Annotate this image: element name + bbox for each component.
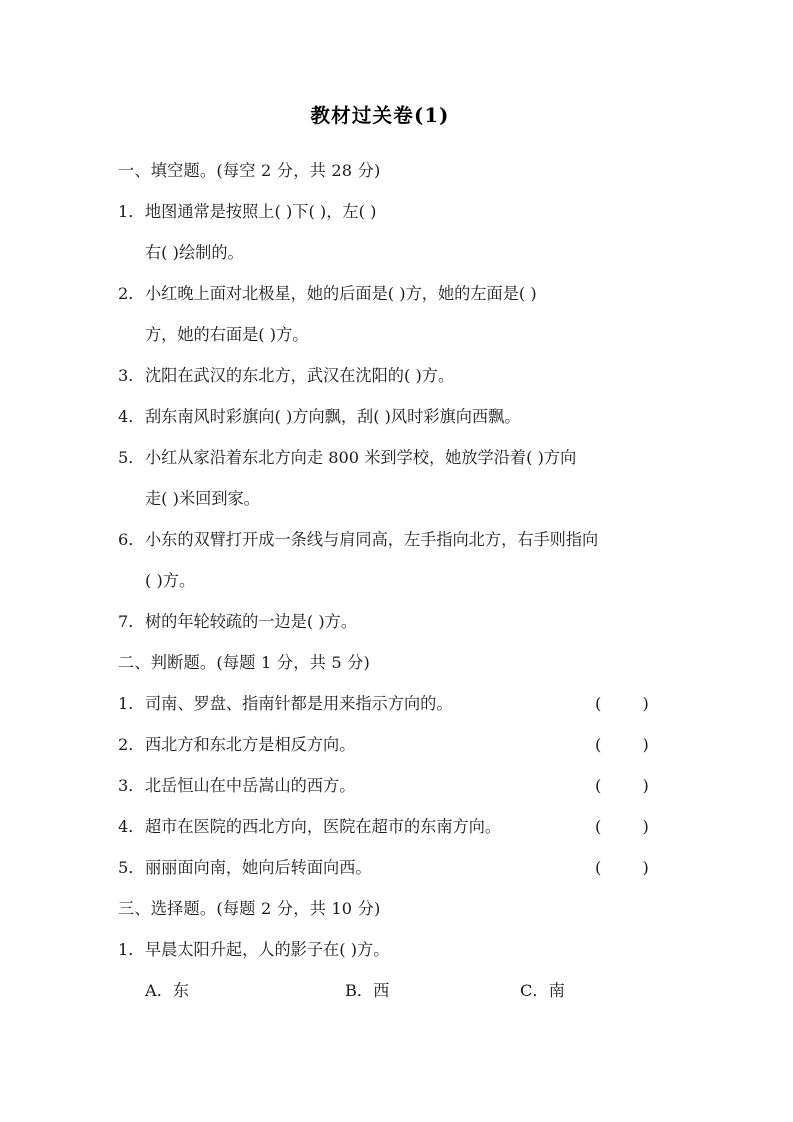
- question-text: 沈阳在武汉的东北方，武汉在沈阳的( )方。: [145, 366, 455, 385]
- question-1-2-continuation: 方，她的右面是( )方。: [145, 325, 309, 344]
- question-marker: 1．: [118, 202, 145, 221]
- section-heading-fill-in-blank: 一、填空题。(每空 2 分，共 28 分): [118, 161, 381, 180]
- question-2-5: [118, 847, 680, 888]
- question-marker: 3．: [118, 366, 145, 385]
- question-1-1-continuation: 右( )绘制的。: [145, 243, 244, 262]
- question-marker: 2．: [118, 735, 145, 754]
- answer-bracket[interactable]: ( ): [595, 817, 649, 836]
- question-3-1: [118, 929, 680, 970]
- question-1-1: [118, 191, 680, 232]
- answer-bracket[interactable]: ( ): [595, 858, 649, 877]
- question-text: 地图通常是按照上( )下( )，左( ): [145, 202, 377, 221]
- question-marker: 5．: [118, 448, 145, 467]
- question-marker: 7．: [118, 612, 145, 631]
- question-1-6-continuation: ( )方。: [145, 571, 196, 590]
- question-1-5-continuation: 走( )米回到家。: [145, 489, 260, 508]
- question-2-3: [118, 765, 680, 806]
- question-marker: 5．: [118, 858, 145, 877]
- question-text: 早晨太阳升起，人的影子在( )方。: [145, 940, 390, 959]
- answer-bracket[interactable]: ( ): [595, 735, 649, 754]
- worksheet-content: [118, 150, 680, 1011]
- question-text: 司南、罗盘、指南针都是用来指示方向的。: [145, 694, 453, 713]
- question-text: 小东的双臂打开成一条线与肩同高，左手指向北方，右手则指向: [145, 530, 599, 549]
- option-b[interactable]: B．西: [345, 981, 390, 1000]
- question-text: 树的年轮较疏的一边是( )方。: [145, 612, 358, 631]
- question-2-2: [118, 724, 680, 765]
- section-heading-multiple-choice: 三、选择题。(每题 2 分，共 10 分): [118, 899, 381, 918]
- page-title: 教材过关卷(1): [310, 104, 450, 127]
- option-c[interactable]: C．南: [520, 981, 565, 1000]
- answer-bracket[interactable]: ( ): [595, 694, 649, 713]
- section-heading-true-false: 二、判断题。(每题 1 分，共 5 分): [118, 653, 371, 672]
- question-text: 丽丽面向南，她向后转面向西。: [145, 858, 372, 877]
- question-text: 刮东南风时彩旗向( )方向飘，刮( )风时彩旗向西飘。: [145, 407, 521, 426]
- question-marker: 6．: [118, 530, 145, 549]
- question-text: 小红从家沿着东北方向走 800 米到学校，她放学沿着( )方向: [145, 448, 577, 467]
- option-a[interactable]: A．东: [145, 981, 190, 1000]
- question-marker: 3．: [118, 776, 145, 795]
- question-text: 北岳恒山在中岳嵩山的西方。: [145, 776, 356, 795]
- question-2-1: [118, 683, 680, 724]
- question-1-6: [118, 519, 680, 560]
- question-1-3: [118, 355, 680, 396]
- answer-bracket[interactable]: ( ): [595, 776, 649, 795]
- question-text: 西北方和东北方是相反方向。: [145, 735, 356, 754]
- question-2-4: [118, 806, 680, 847]
- question-marker: 1．: [118, 940, 145, 959]
- question-text: 小红晚上面对北极星，她的后面是( )方，她的左面是( ): [145, 284, 537, 303]
- question-marker: 1．: [118, 694, 145, 713]
- question-1-5: [118, 437, 680, 478]
- question-marker: 4．: [118, 817, 145, 836]
- question-marker: 4．: [118, 407, 145, 426]
- question-3-1-options: [118, 970, 680, 1011]
- question-marker: 2．: [118, 284, 145, 303]
- question-1-4: [118, 396, 680, 437]
- question-text: 超市在医院的西北方向，医院在超市的东南方向。: [145, 817, 502, 836]
- question-1-2: [118, 273, 680, 314]
- question-1-7: [118, 601, 680, 642]
